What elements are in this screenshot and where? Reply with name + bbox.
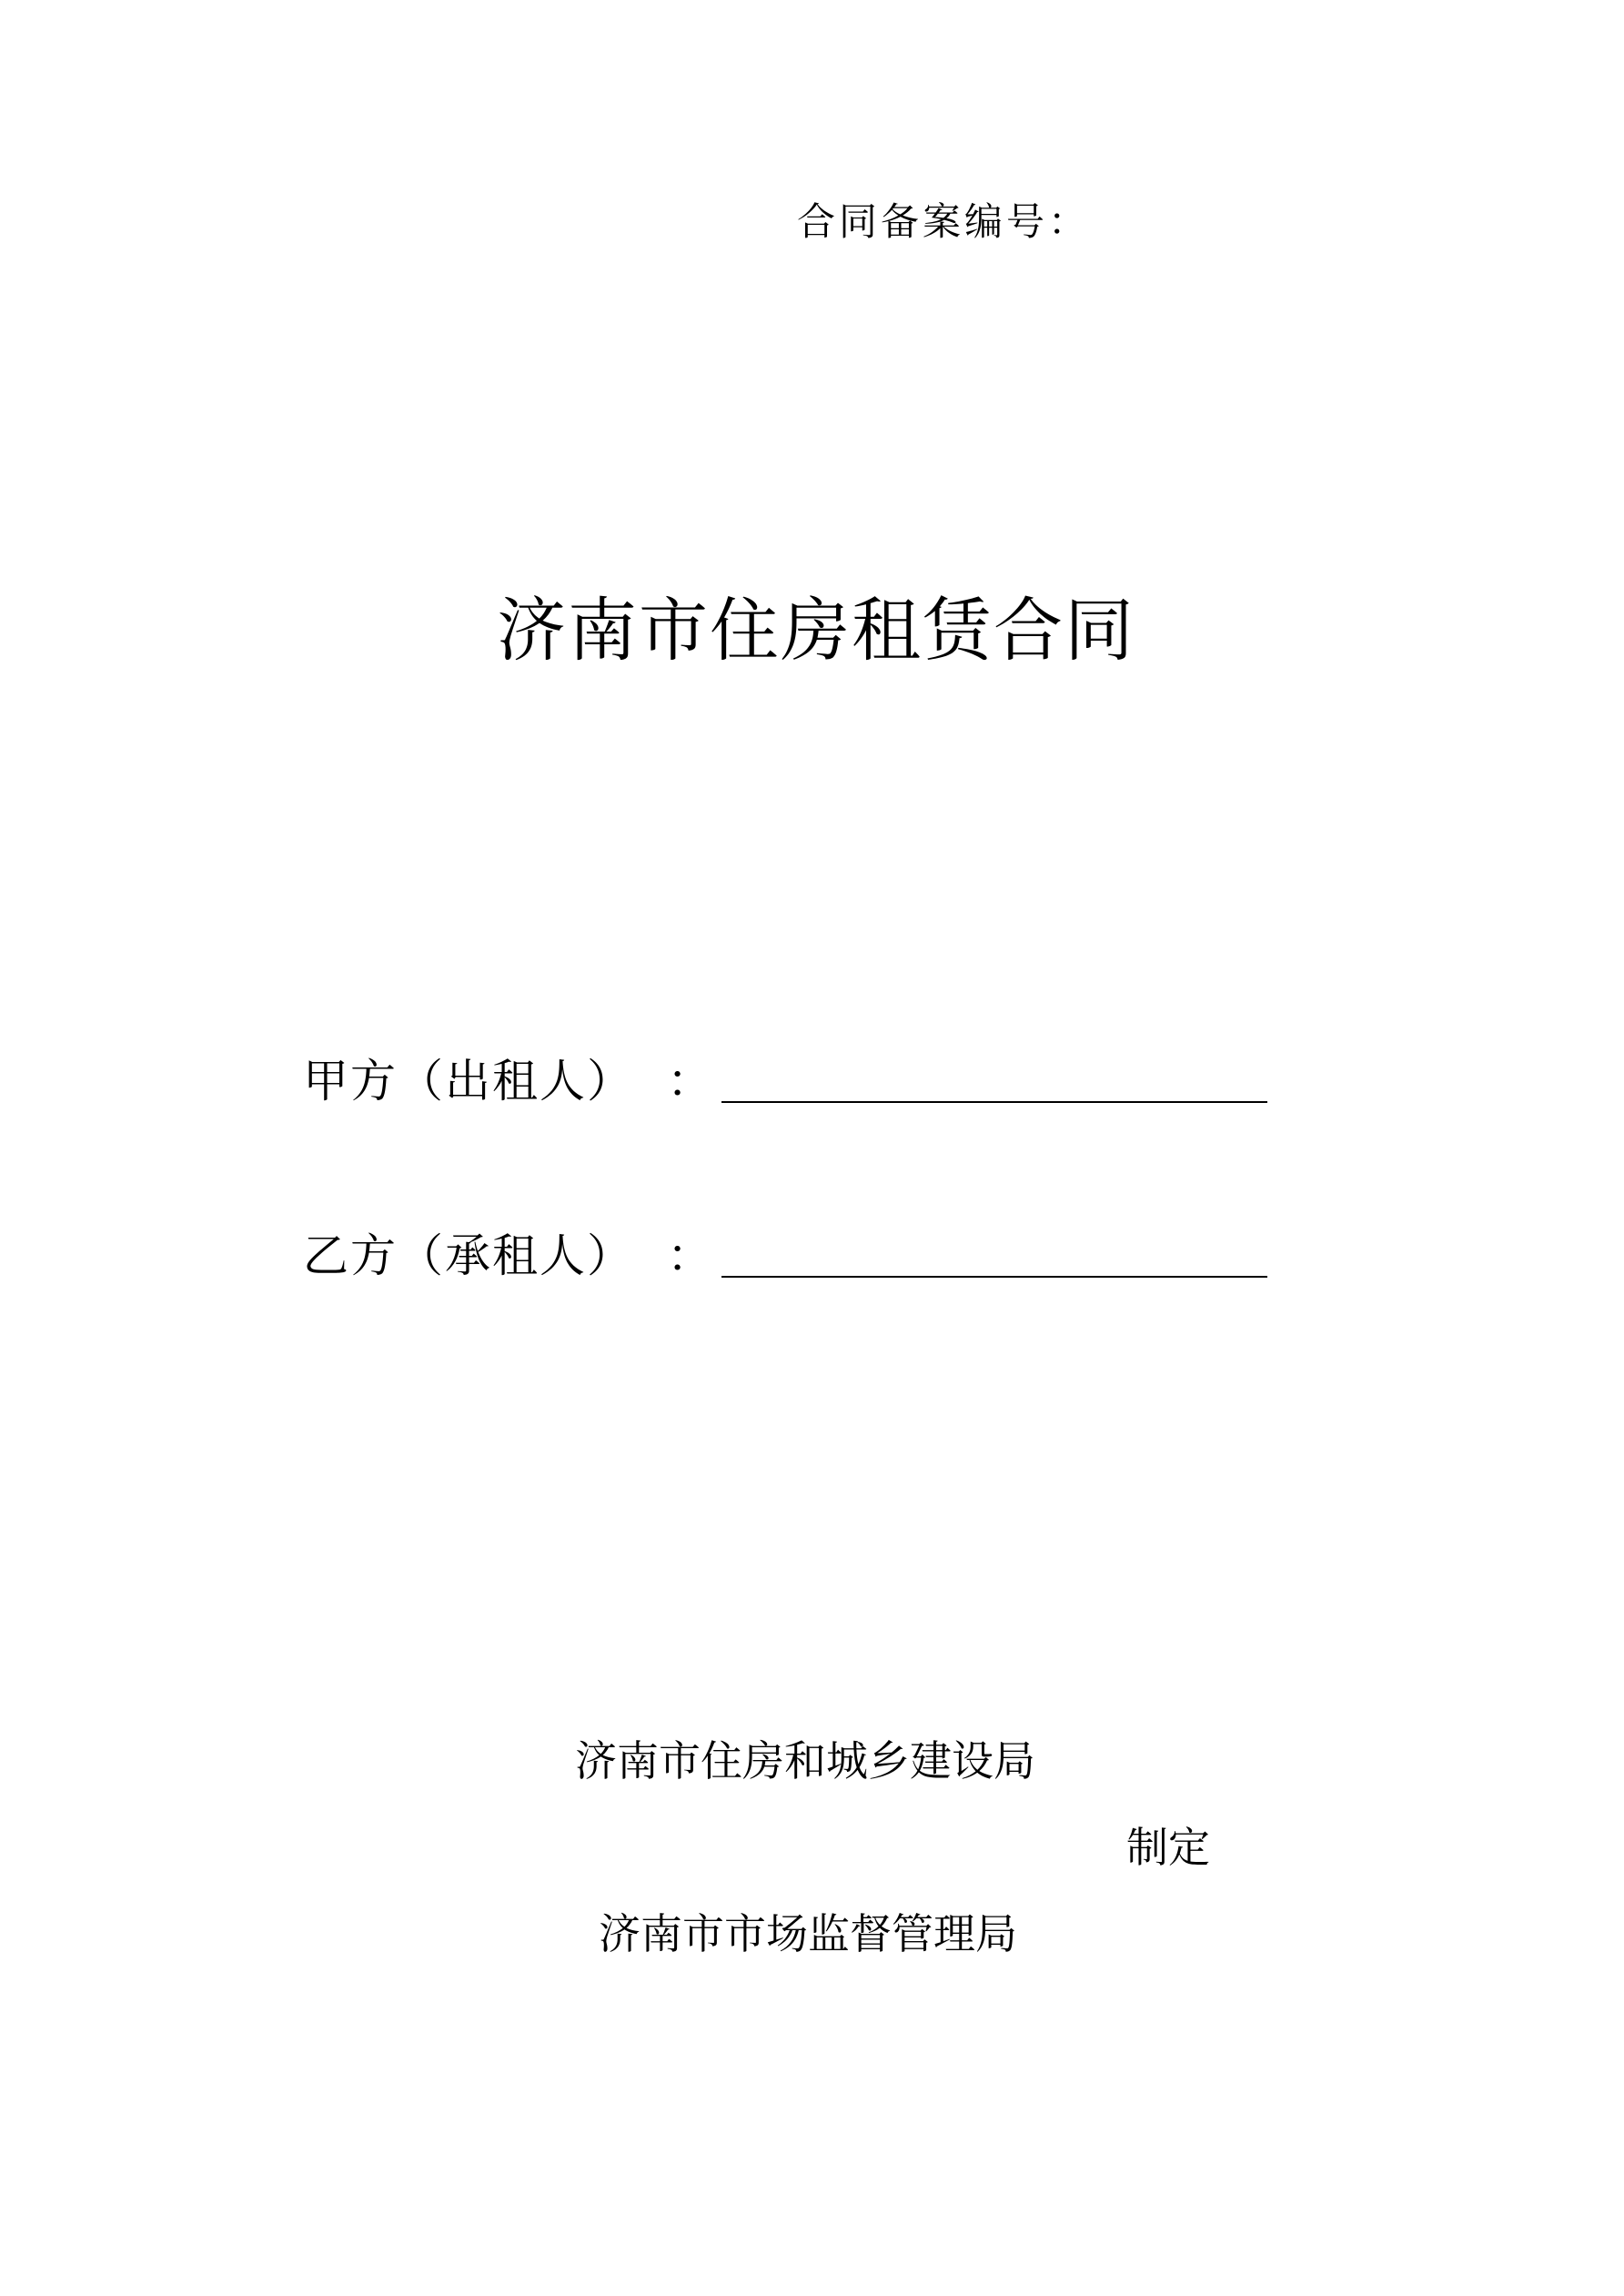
party-a-colon: ： [667,1055,712,1108]
party-b-label: 乙方（承租人） [303,1229,634,1282]
document-title: 济南市住房租赁合同 [497,590,1135,671]
party-a-label: 甲方（出租人） [303,1055,634,1108]
issuer-market-supervision-bureau: 济南市市场监督管理局 [599,1909,1017,1958]
party-b-colon: ： [667,1229,712,1282]
issuer-housing-bureau: 济南市住房和城乡建设局 [575,1736,1035,1785]
record-number-label: 合同备案编号： [797,199,1091,244]
party-b-row [303,1219,1286,1292]
party-b-signature-line [721,1276,1267,1278]
issued-text: 制定 [1126,1823,1210,1872]
party-a-row [303,1045,1286,1118]
party-a-signature-line [721,1101,1267,1103]
